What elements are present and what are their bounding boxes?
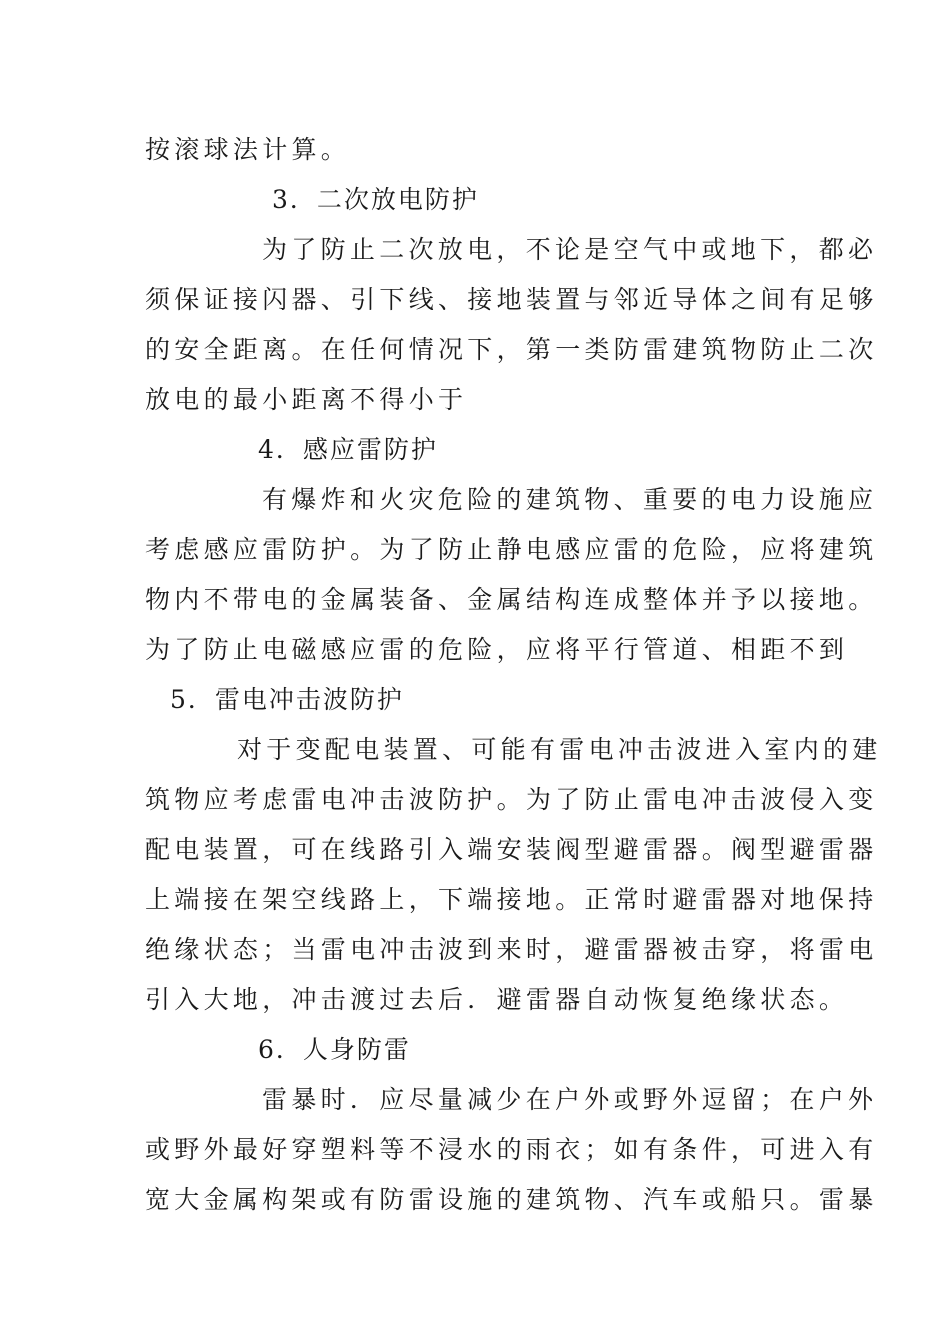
text-line: 须保证接闪器、引下线、接地装置与邻近导体之间有足够 [145, 285, 878, 314]
paragraph-first-line: 雷暴时．应尽量减少在户外或野外逗留；在户外 [262, 1085, 878, 1114]
text-line: 的安全距离。在任何情况下，第一类防雷建筑物防止二次 [145, 335, 878, 364]
text-line: 宽大金属构架或有防雷设施的建筑物、汽车或船只。雷暴 [145, 1185, 878, 1214]
text-line: 引入大地，冲击渡过去后．避雷器自动恢复绝缘状态。 [145, 985, 849, 1014]
paragraph-first-line: 对于变配电装置、可能有雷电冲击波进入室内的建 [237, 735, 882, 764]
paragraph-first-line: 有爆炸和火灾危险的建筑物、重要的电力设施应 [262, 485, 878, 514]
section-heading: 4．感应雷防护 [258, 435, 438, 464]
text-line: 放电的最小距离不得小于 [145, 385, 468, 414]
text-line: 配电装置，可在线路引入端安装阀型避雷器。阀型避雷器 [145, 835, 878, 864]
text-line: 筑物应考虑雷电冲击波防护。为了防止雷电冲击波侵入变 [145, 785, 878, 814]
paragraph-first-line: 为了防止二次放电，不论是空气中或地下，都必 [262, 235, 878, 264]
text-line: 为了防止电磁感应雷的危险，应将平行管道、相距不到 [145, 635, 849, 664]
text-line: 物内不带电的金属装备、金属结构连成整体并予以接地。 [145, 585, 878, 614]
text-line: 考虑感应雷防护。为了防止静电感应雷的危险，应将建筑 [145, 535, 878, 564]
section-heading: 5．雷电冲击波防护 [170, 685, 404, 714]
section-heading: 6．人身防雷 [258, 1035, 411, 1064]
text-line: 按滚球法计算。 [145, 135, 351, 164]
text-line: 或野外最好穿塑料等不浸水的雨衣；如有条件，可进入有 [145, 1135, 878, 1164]
text-line: 绝缘状态；当雷电冲击波到来时，避雷器被击穿，将雷电 [145, 935, 878, 964]
text-line: 上端接在架空线路上，下端接地。正常时避雷器对地保持 [145, 885, 878, 914]
section-heading: 3．二次放电防护 [272, 185, 479, 214]
